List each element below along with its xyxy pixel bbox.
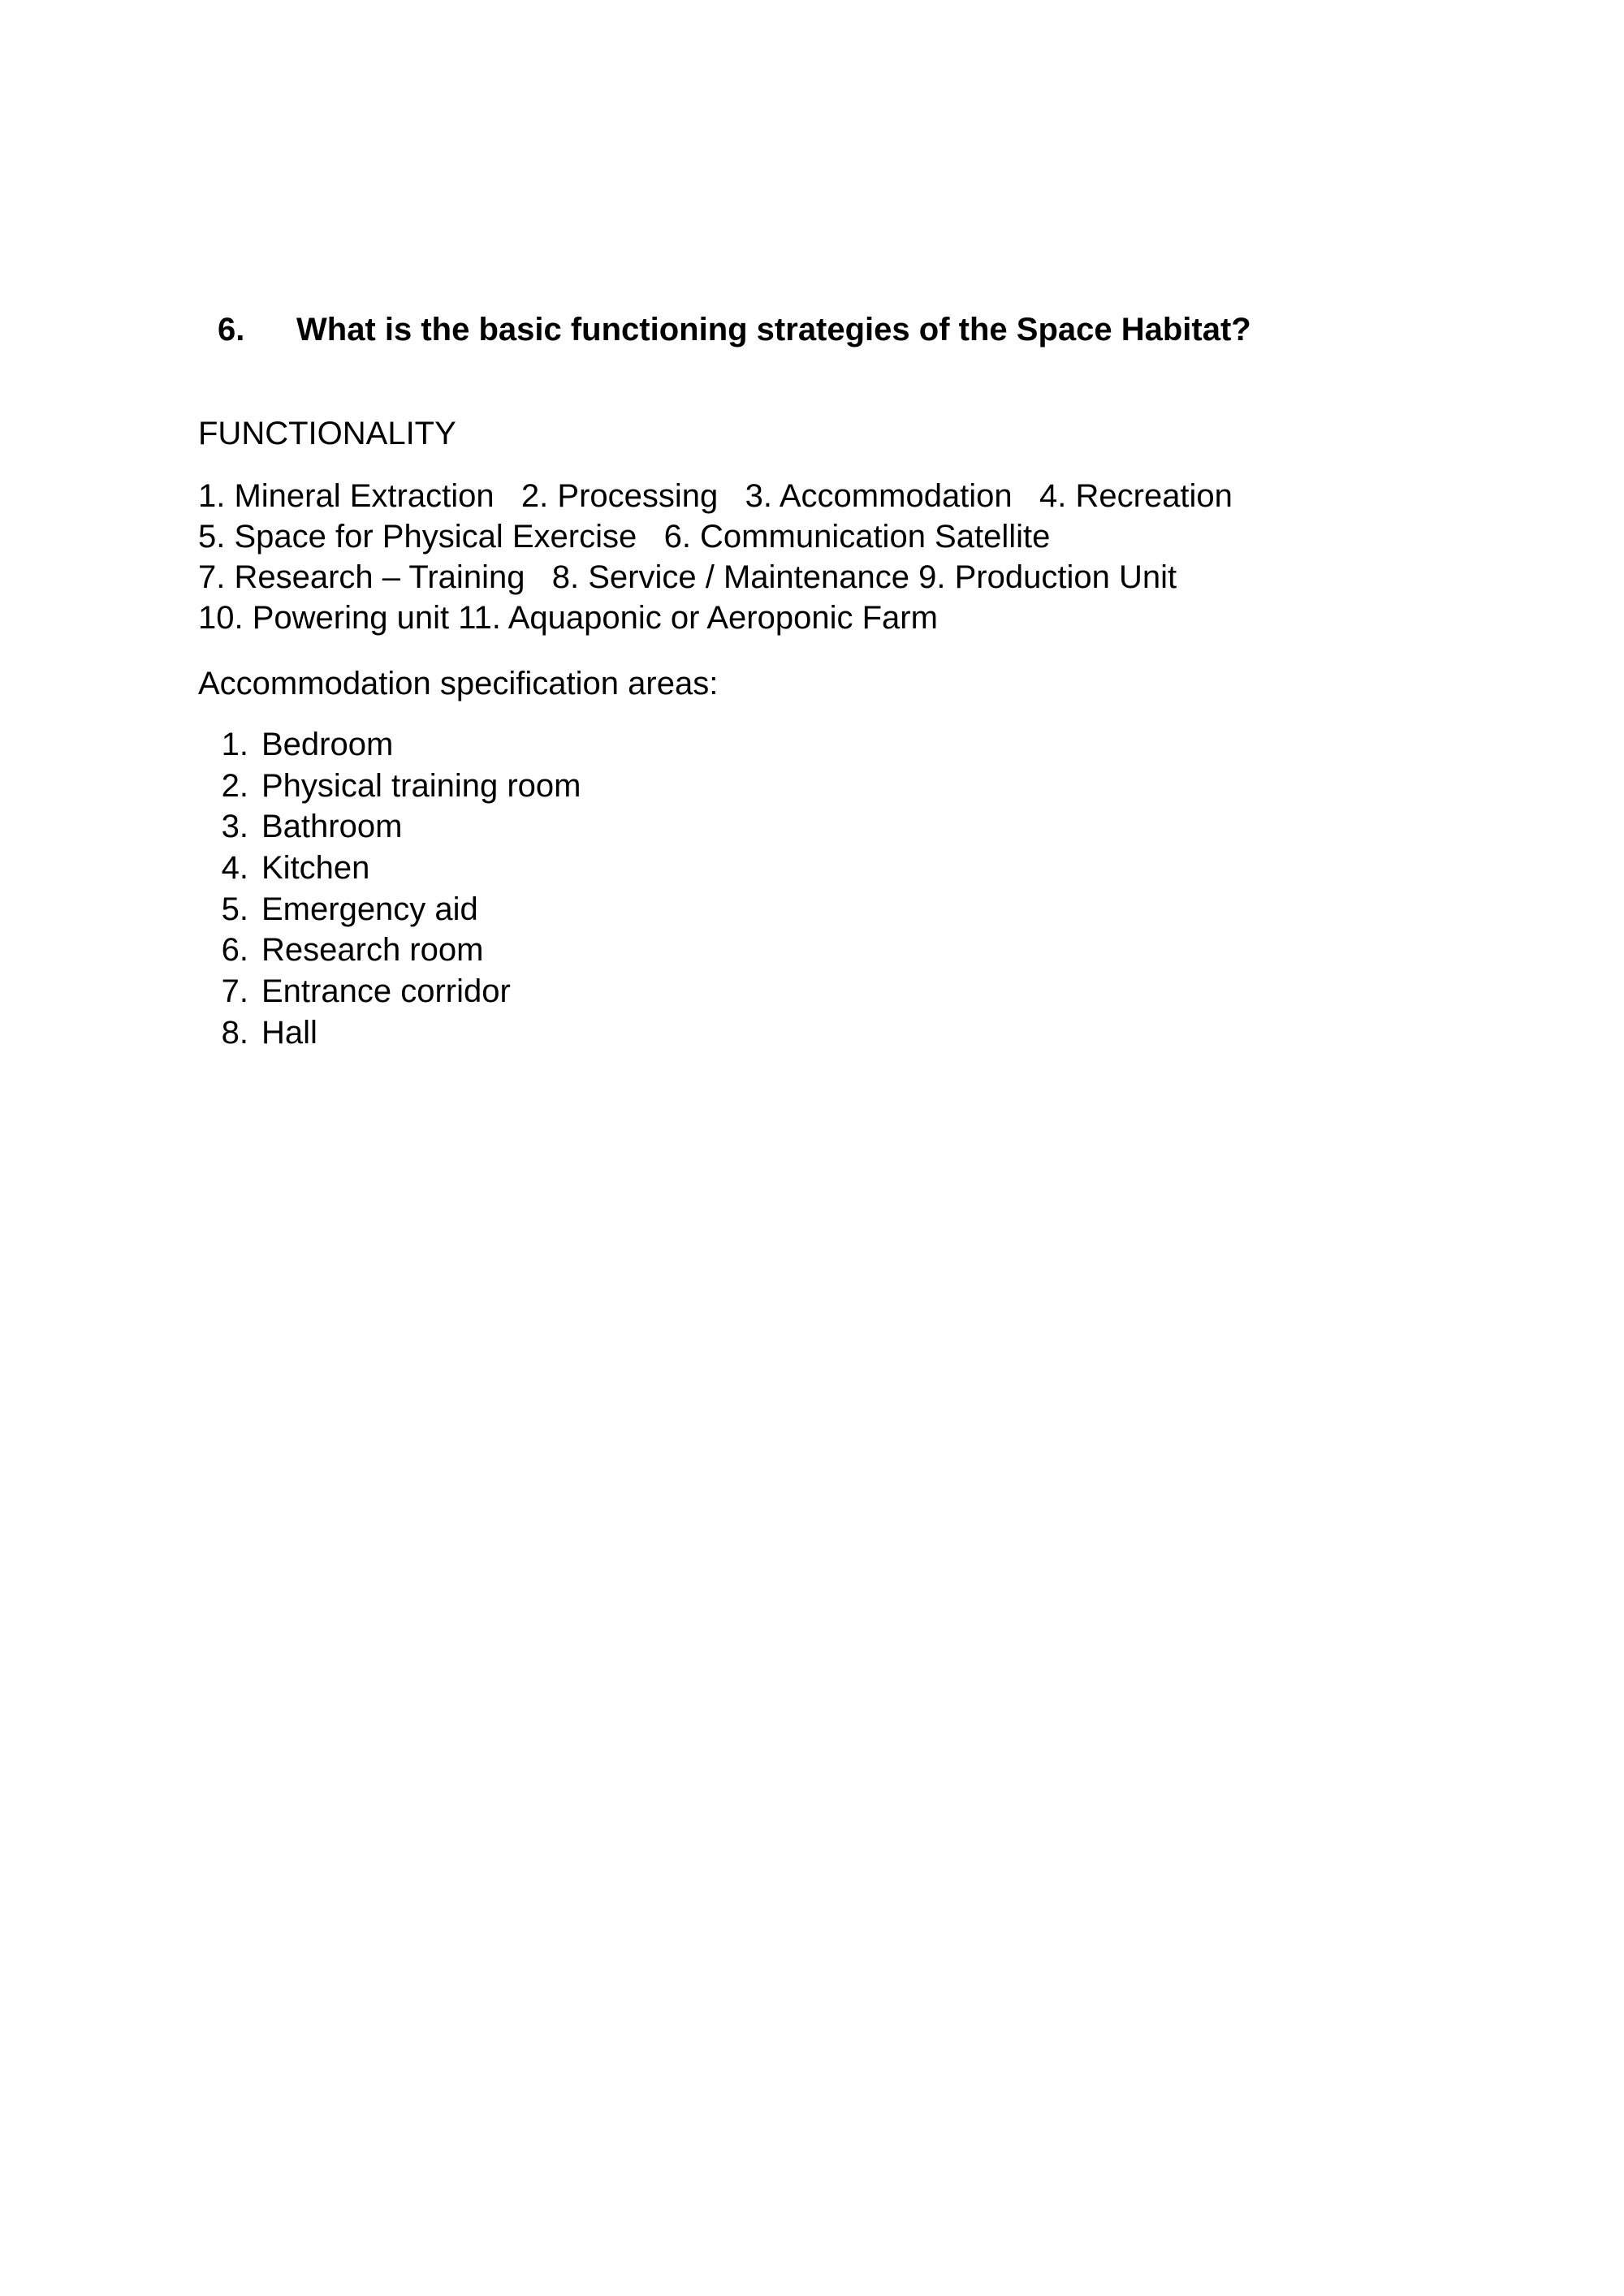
list-item-label: Hall [261,1014,317,1051]
question-heading [218,309,1251,351]
list-item-number: 6. [221,932,248,969]
question-text: What is the basic functioning strategies of the Space Habitat? [296,312,1251,347]
list-item-number: 5. [221,891,248,927]
list-item [198,971,581,1012]
list-item-number: 7. [221,973,248,1010]
list-item [198,930,581,971]
accommodation-heading: Accommodation specification areas: [198,666,719,701]
list-item-number: 3. [221,809,248,845]
list-item-label: Research room [261,932,484,969]
list-item-label: Physical training room [261,767,581,804]
list-item [198,889,581,930]
functionality-list [198,476,1233,638]
list-item-label: Bedroom [261,727,394,762]
list-item-number: 2. [221,767,248,804]
list-item [198,724,581,766]
list-item [198,766,581,807]
list-item-number: 1. [221,727,248,762]
list-item-label: Kitchen [261,850,370,887]
list-item-label: Emergency aid [261,891,478,927]
list-item-label: Bathroom [261,809,403,845]
functionality-heading: FUNCTIONALITY [198,416,456,451]
list-item-number: 8. [221,1014,248,1051]
question-number: 6. [218,312,245,347]
list-item-label: Entrance corridor [261,973,511,1010]
list-item [198,1012,581,1054]
functionality-line: 5. Space for Physical Exercise 6. Communication Satellite [198,519,1051,555]
functionality-line: 10. Powering unit 11. Aquaponic or Aeroponic Farm [198,600,938,636]
functionality-line: 7. Research – Training 8. Service / Maintenance 9. Production Unit [198,559,1177,595]
functionality-line: 1. Mineral Extraction 2. Processing 3. Accommodation 4. Recreation [198,478,1233,514]
list-item [198,806,581,848]
list-item [198,848,581,889]
accommodation-list [198,724,581,1054]
list-item-number: 4. [221,850,248,887]
